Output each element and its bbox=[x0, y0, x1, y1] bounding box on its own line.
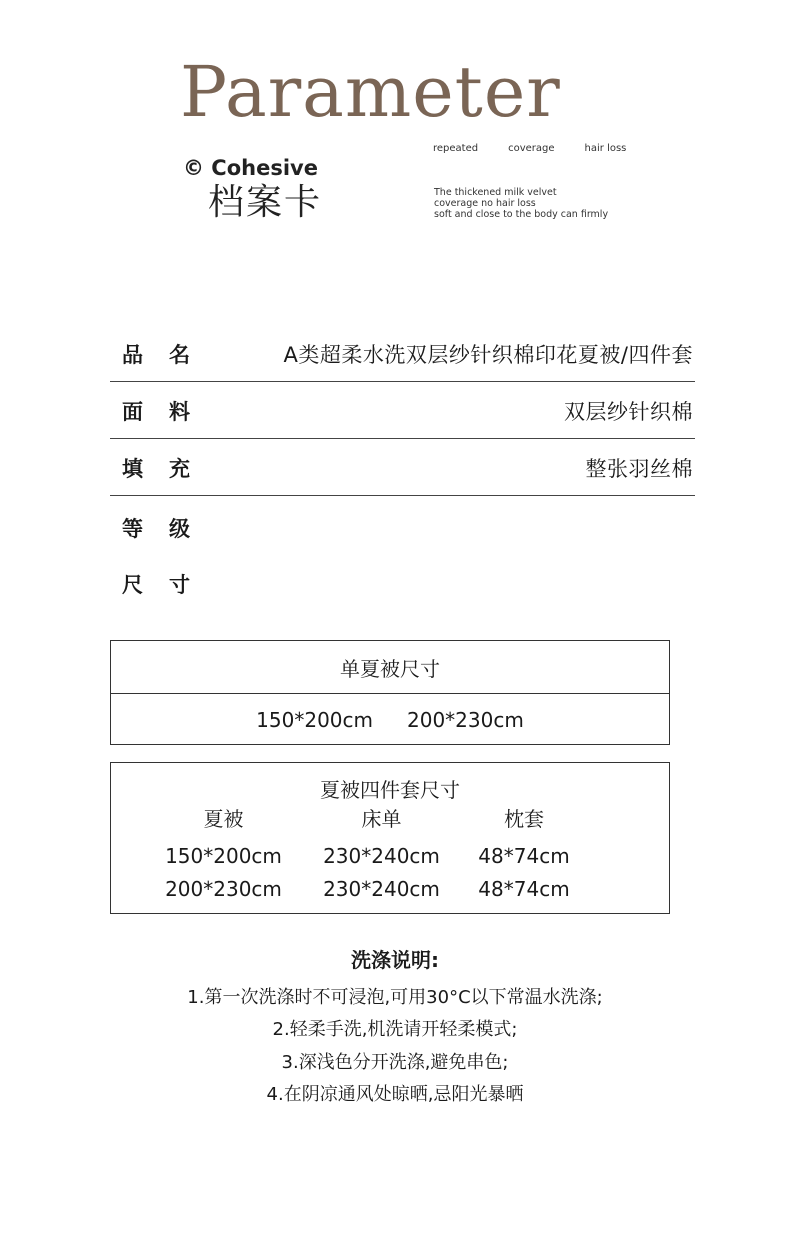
param-label: 尺寸 bbox=[122, 573, 216, 597]
column-header: 枕套 bbox=[504, 807, 544, 831]
subtitle-cn: 档案卡 bbox=[208, 182, 323, 223]
washing-title: 洗涤说明: bbox=[351, 948, 439, 972]
four-piece-title: 夏被四件套尺寸 bbox=[320, 778, 460, 802]
brand-name: © Cohesive bbox=[183, 156, 318, 180]
single-quilt-sizes bbox=[111, 694, 669, 745]
column-header: 床单 bbox=[361, 807, 402, 831]
size-value: 48*74cm bbox=[478, 877, 570, 901]
description-line: The thickened milk velvet bbox=[434, 187, 557, 198]
param-row-name bbox=[110, 326, 695, 382]
four-piece-size-box bbox=[110, 762, 670, 914]
description-line: coverage no hair loss bbox=[434, 198, 536, 209]
param-row-filling bbox=[110, 440, 695, 496]
tag-hair-loss: hair loss bbox=[584, 143, 627, 154]
param-label: 面料 bbox=[122, 399, 216, 424]
size-value: 150*200cm bbox=[165, 844, 282, 868]
size-value: 200*230cm bbox=[165, 877, 282, 901]
single-quilt-title: 单夏被尺寸 bbox=[111, 641, 669, 694]
column-pillowcase bbox=[469, 803, 579, 906]
param-value: 双层纱针织棉 bbox=[564, 399, 693, 424]
tag-coverage: coverage bbox=[508, 143, 555, 154]
size-value: 48*74cm bbox=[478, 844, 570, 868]
param-row-fabric bbox=[110, 383, 695, 439]
size-value: 150*200cm bbox=[256, 707, 373, 732]
washing-line: 4.在阴凉通风处晾晒,忌阳光暴晒 bbox=[266, 1084, 524, 1105]
param-row-size bbox=[110, 556, 695, 612]
param-value: A类超柔水洗双层纱针织棉印花夏被/四件套 bbox=[283, 342, 693, 367]
param-label: 填充 bbox=[122, 456, 216, 481]
param-row-grade bbox=[110, 500, 695, 556]
param-label: 品名 bbox=[122, 342, 216, 367]
page-title: Parameter bbox=[180, 51, 561, 133]
single-quilt-size-box bbox=[110, 640, 670, 745]
washing-line: 2.轻柔手洗,机洗请开轻柔模式; bbox=[272, 1019, 518, 1040]
param-value: 整张羽丝棉 bbox=[585, 456, 693, 481]
tag-repeated: repeated bbox=[433, 143, 479, 154]
size-value: 230*240cm bbox=[323, 877, 440, 901]
column-sheet bbox=[319, 803, 444, 906]
description-line: soft and close to the body can firmly bbox=[434, 209, 609, 220]
product-description bbox=[434, 187, 608, 220]
washing-line: 1.第一次洗涤时不可浸泡,可用30°C以下常温水洗涤; bbox=[187, 987, 603, 1008]
column-quilt bbox=[161, 803, 286, 906]
size-value: 230*240cm bbox=[323, 844, 440, 868]
feature-tags bbox=[433, 142, 626, 156]
washing-line: 3.深浅色分开洗涤,避免串色; bbox=[281, 1052, 509, 1073]
param-label: 等级 bbox=[122, 517, 216, 541]
column-header: 夏被 bbox=[203, 807, 244, 831]
size-value: 200*230cm bbox=[407, 707, 524, 732]
